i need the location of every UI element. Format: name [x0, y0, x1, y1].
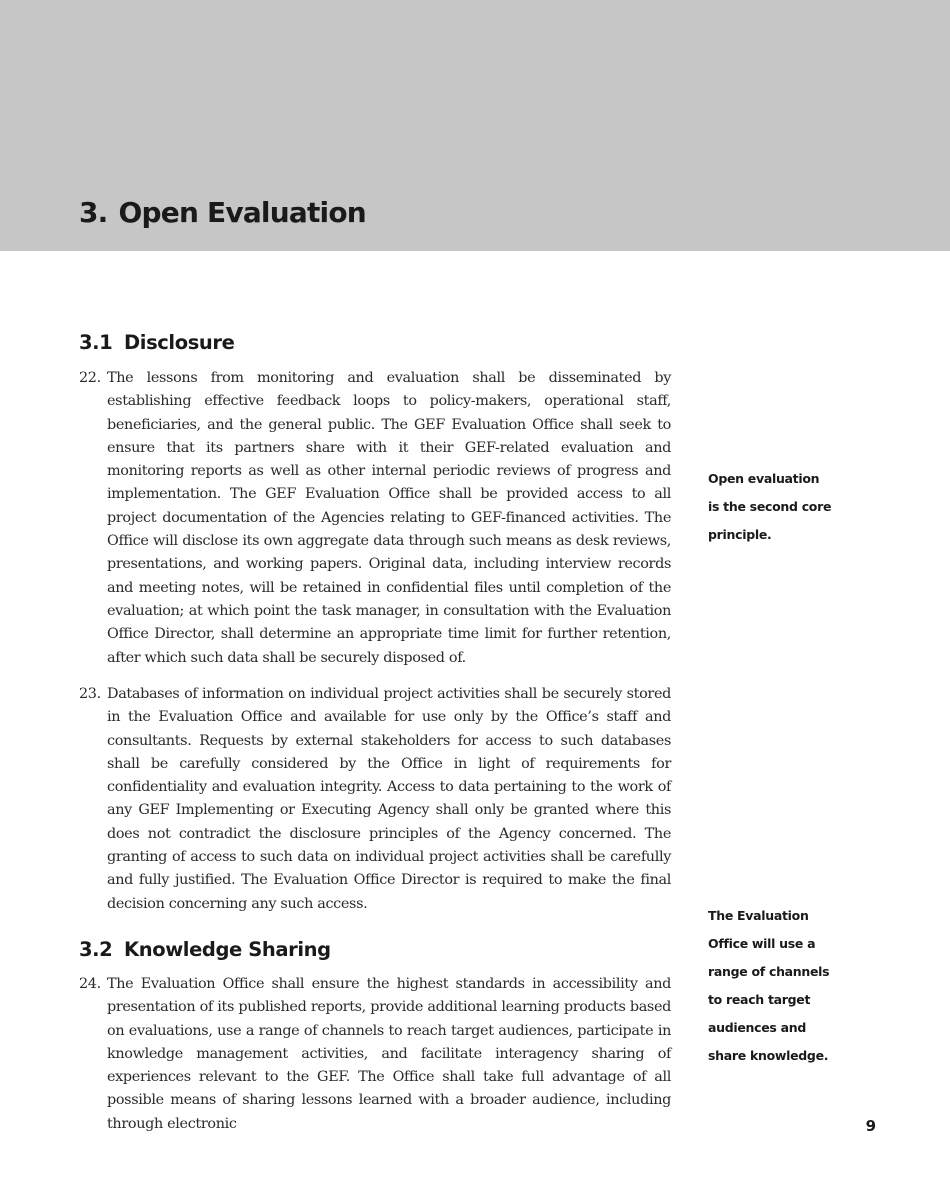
sidenote-line: The Evaluation — [708, 908, 809, 923]
sidenote-line: Open evaluation — [708, 471, 820, 486]
chapter-title — [79, 196, 366, 229]
paragraph-number: 23. — [79, 686, 101, 702]
sidenote-line: audiences and — [708, 1020, 807, 1035]
sidenote-line: to reach target — [708, 992, 811, 1007]
chapter-number: 3. — [79, 196, 108, 229]
paragraph-text: The lessons from monitoring and evaluation shall be disseminated by establishing effective feedback loops to policy-makers, operational staff, beneficiaries, and the general public. The GEF Evaluation Office shall seek to ensure that its partners share with it their GEF-related evaluation and monitoring reports as well as other internal periodic reviews of progress and implementation. The GEF Evaluation Office shall be provided access to all project documentation of the Agencies relating to GEF-financed activities. The Office will disclose its own aggregate data through such means as desk reviews, presentations, and working papers. Original data, including interview records and meeting notes, will be retained in confidential files until completion of the evaluation; at which point the task manager, in consultation with the Evaluation Office Director, shall determine an appropriate time limit for further retention, after which such data shall be securely disposed of. — [107, 370, 671, 666]
page-number: 9 — [865, 1117, 876, 1135]
paragraph-text: The Evaluation Office shall ensure the highest standards in accessibility and presentation of its published reports, provide additional learning products based on evaluations, use a range of channels to reach target audiences, participate in knowledge management activities, and facilitate interagency sharing of experiences relevant to the GEF. The Office shall take full advantage of all possible means of sharing lessons learned with a broader audience, including through electronic — [107, 976, 671, 1132]
paragraph-24 — [79, 973, 671, 1136]
section-heading-disclosure — [79, 331, 234, 354]
sidenote-line: Office will use a — [708, 936, 816, 951]
sidenote-line: principle. — [708, 527, 772, 542]
section-title: Knowledge Sharing — [124, 938, 331, 961]
section-number: 3.2 — [79, 938, 113, 961]
paragraph-number: 24. — [79, 976, 101, 992]
section-heading-knowledge-sharing — [79, 938, 331, 961]
paragraph-text: Databases of information on individual project activities shall be securely stored in the Evaluation Office and available for use only by the Office’s staff and consultants. Requests by external stakeholders for access to such databases shall be carefully considered by the Office in light of requirements for confidentiality and evaluation integrity. Access to data pertaining to the work of any GEF Implementing or Executing Agency shall only be granted where this does not contradict the disclosure principles of the Agency concerned. The granting of access to such data on individual project activities shall be carefully and fully justified. The Evaluation Office Director is required to make the final decision concerning any such access. — [107, 686, 671, 912]
section-number: 3.1 — [79, 331, 113, 354]
section-title: Disclosure — [124, 331, 235, 354]
sidenote-line: is the second core — [708, 499, 832, 514]
sidenote-open-evaluation — [708, 465, 843, 549]
paragraph-23 — [79, 683, 671, 916]
sidenote-line: range of channels — [708, 964, 830, 979]
chapter-title-text: Open Evaluation — [118, 196, 366, 229]
paragraph-22 — [79, 367, 671, 670]
sidenote-knowledge-sharing — [708, 902, 843, 1070]
sidenote-line: share knowledge. — [708, 1048, 829, 1063]
paragraph-number: 22. — [79, 370, 101, 386]
